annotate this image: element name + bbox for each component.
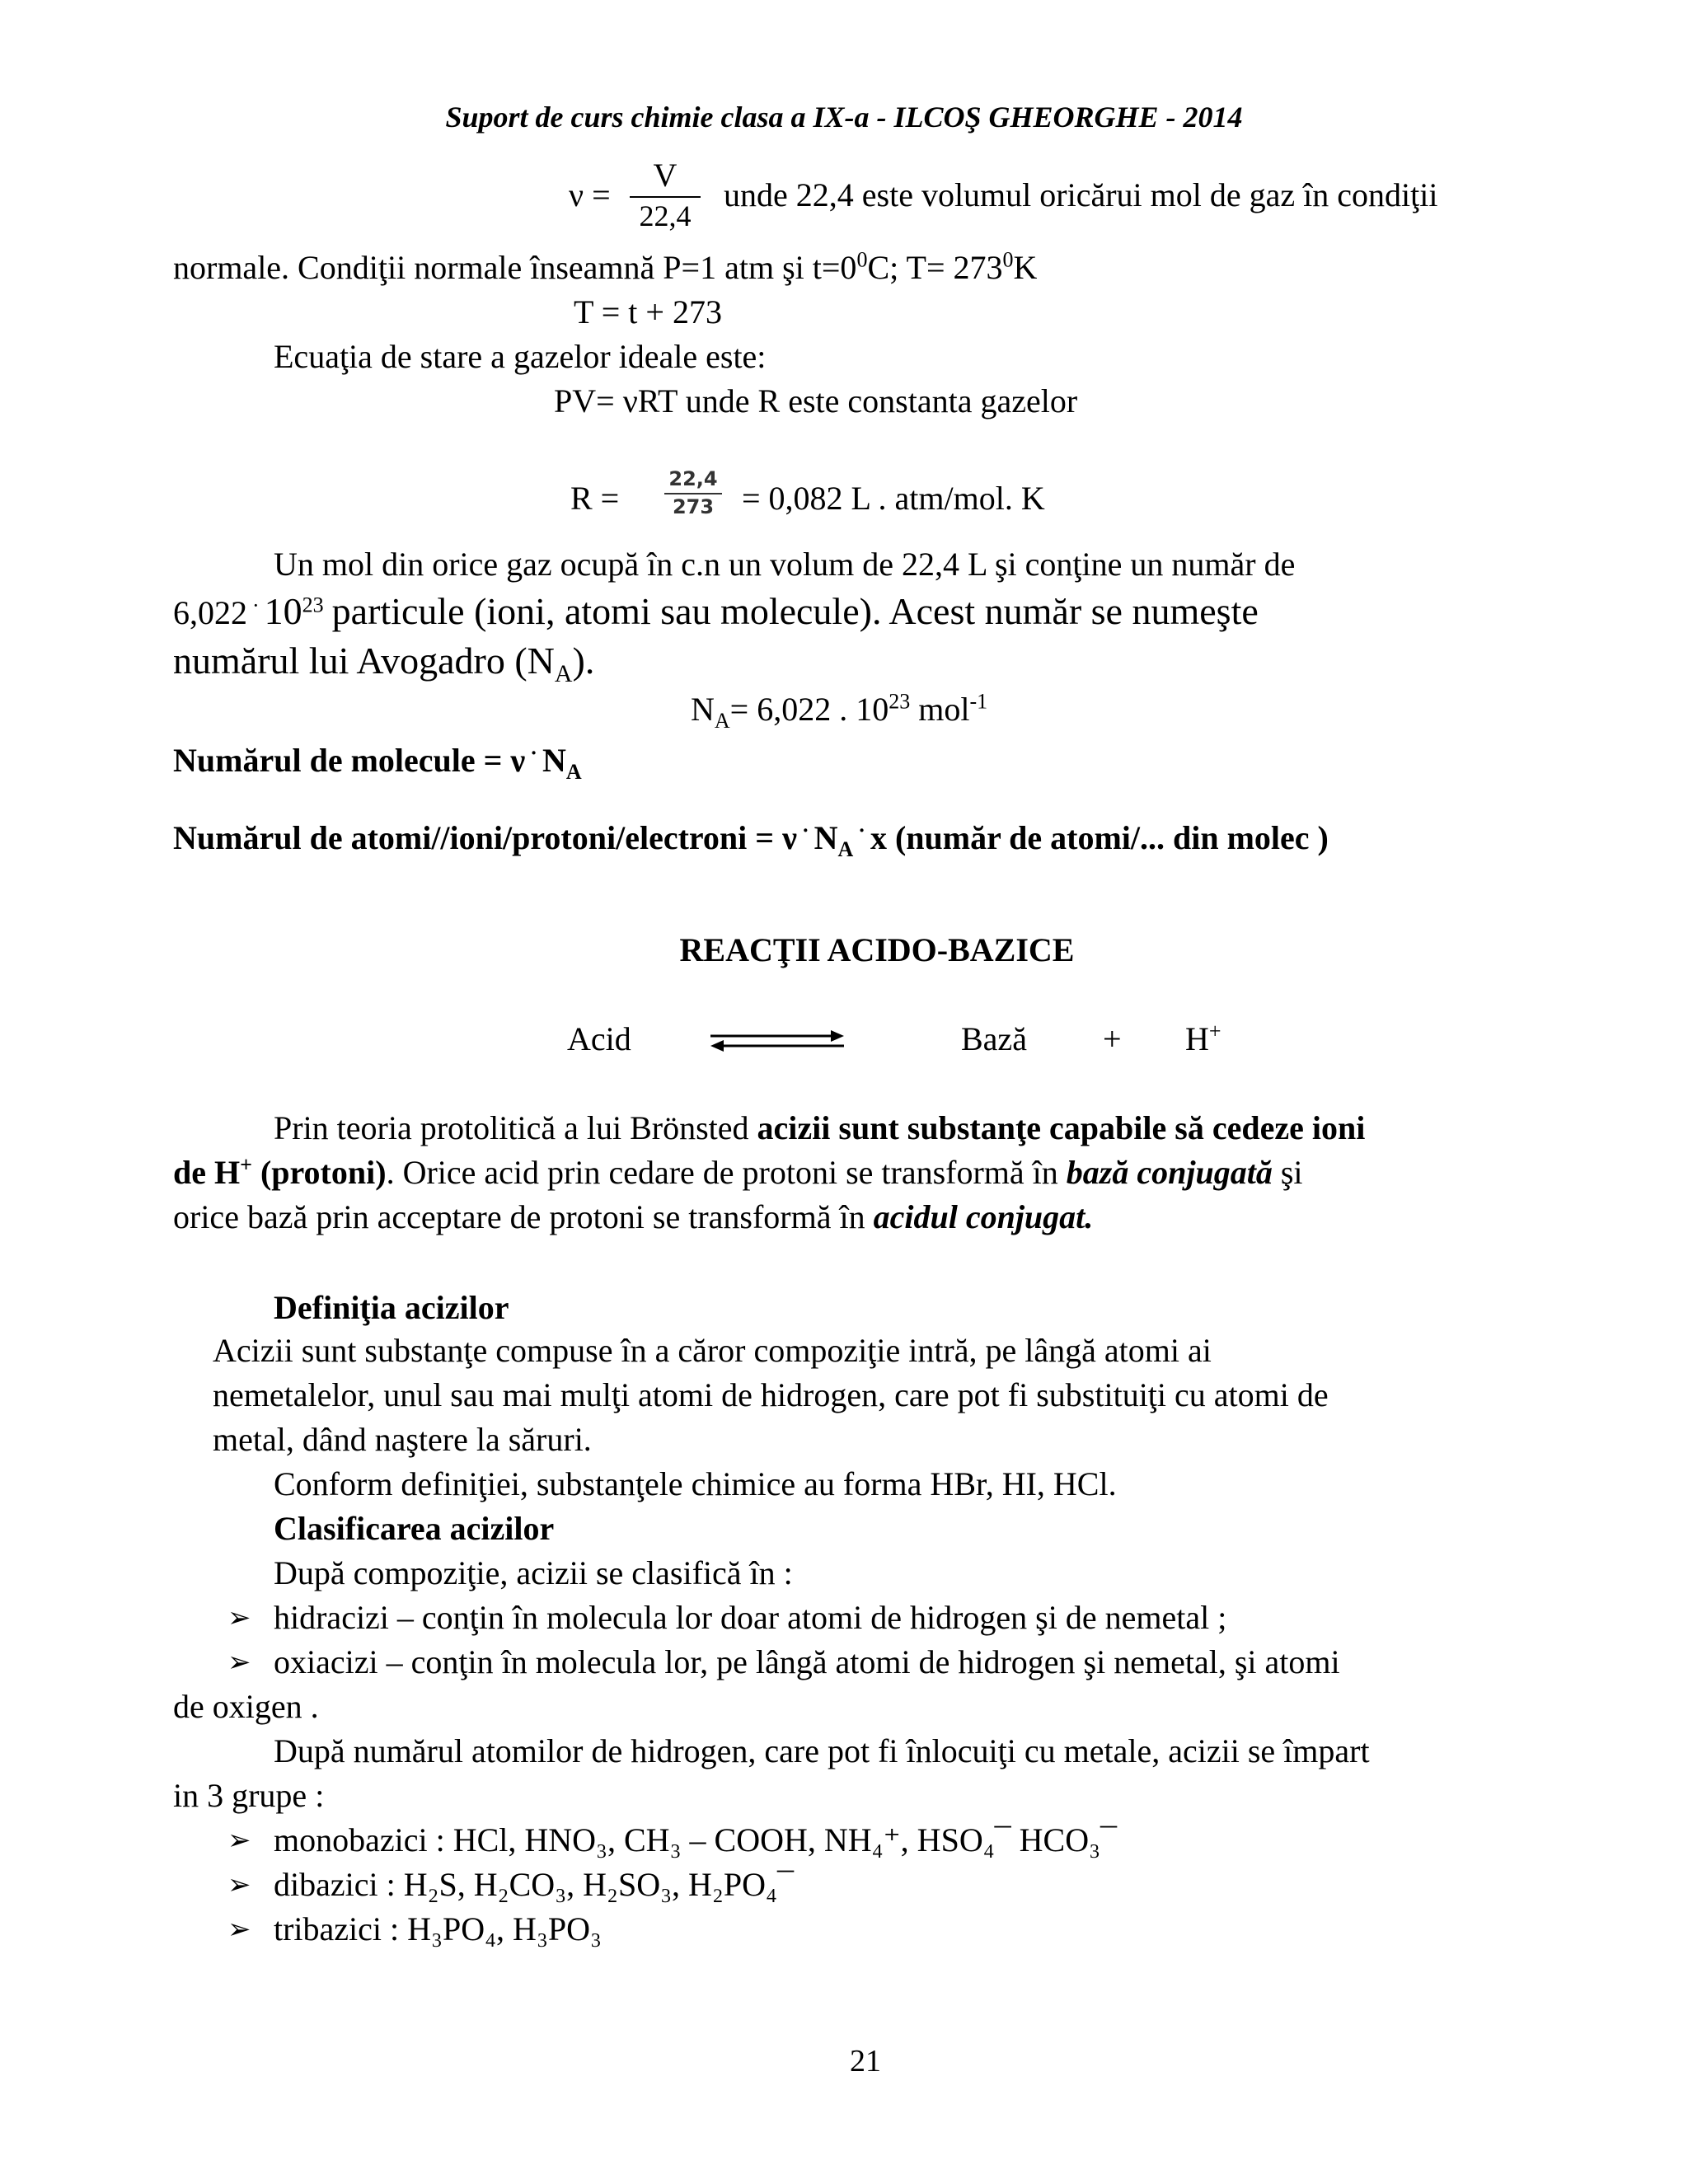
acid-classification-title: Clasificarea acizilor (274, 1510, 555, 1547)
eq-ideal-gas: PV= νRT unde R este constanta gazelor (554, 382, 1078, 419)
normal-conditions-line (173, 249, 1037, 287)
eq-r-numerator: 22,4 (668, 467, 718, 490)
bronsted-text-4: orice bază prin acceptare de protoni se transformă în (173, 1198, 874, 1235)
conjugate-acid-term: acidul conjugat. (873, 1198, 1094, 1235)
reaction-base: Bază (961, 1020, 1027, 1057)
hydracids-item: hidracizi – conţin în molecula lor doar atomi de hidrogen şi de nemetal ; (274, 1599, 1227, 1636)
hydrogen-symbol: H (1185, 1020, 1209, 1057)
eq-r-fraction (664, 468, 722, 518)
normal-conditions-text-3: K (1013, 249, 1038, 286)
bronsted-line1 (274, 1109, 1365, 1147)
bronsted-text-3: şi (1272, 1154, 1303, 1191)
reaction-plus: + (1103, 1020, 1122, 1057)
hydrogen-count-intro-line1: După numărul atomilor de hidrogen, care pot fi înlocuiţi cu metale, acizii se împart (274, 1732, 1370, 1769)
conjugate-base-term: bază conjugată (1066, 1154, 1273, 1191)
acid-definition-line: metal, dând naştere la săruri. (213, 1421, 592, 1458)
eq-temperature: T = t + 273 (574, 293, 722, 330)
bronsted-line2 (173, 1154, 1303, 1192)
bronsted-definition: acizii sunt substanţe capabile să cedeze ioni (757, 1109, 1366, 1146)
dibasic-item: dibazici : H₂S, H₂CO₃, H₂SO₃, H₂PO₄¯ (274, 1866, 794, 1903)
running-header: Suport de curs chimie clasa a IX-a - ILCOŞ GHEORGHE - 2014 (445, 101, 1243, 134)
fraction-bar (630, 196, 701, 198)
bronsted-protons-a: de H (173, 1154, 241, 1191)
arrow-bullet-icon: ➢ (227, 1824, 251, 1857)
normal-conditions-text: normale. Condiţii normale înseamnă P=1 atm şi t=0 (173, 249, 857, 286)
superscript: 0 (856, 247, 868, 272)
arrow-bullet-icon: ➢ (227, 1913, 251, 1946)
na-unit: mol (918, 691, 970, 728)
reaction-proton (1185, 1020, 1221, 1058)
subscript: A (837, 837, 854, 861)
mol-paragraph-line1: Un mol din orice gaz ocupă în c.n un volum de 22,4 L şi conţine un număr de (274, 546, 1296, 583)
power-base: 10 (264, 590, 302, 632)
subscript: A (565, 760, 582, 784)
exponent: -1 (969, 689, 988, 714)
eq-nu-explanation: unde 22,4 este volumul oricărui mol de gaz în condiţii (724, 176, 1438, 213)
multiplication-dot: · (530, 740, 537, 765)
molecule-count-formula (173, 740, 582, 784)
normal-conditions-text-2: C; T= 273 (867, 249, 1003, 286)
eq-r-lhs: R = (570, 480, 620, 517)
eq-nu-lhs: ν = (569, 176, 611, 213)
exponent: 23 (889, 689, 911, 714)
atom-count-formula (173, 818, 1329, 861)
na-symbol: N (691, 691, 715, 728)
subscript: A (554, 660, 573, 688)
avogadro-equation (691, 689, 988, 733)
eq-nu-denominator: 22,4 (639, 199, 692, 232)
na-symbol: N (814, 819, 838, 856)
acid-definition-line: nemetalelor, unul sau mai mulţi atomi de hidrogen, care pot fi substituiţi cu atomi de (213, 1376, 1329, 1413)
monobasic-item: monobazici : HCl, HNO₃, CH₃ – COOH, NH₄⁺, HSO₄¯ HCO₃¯ (274, 1821, 1118, 1858)
avogadro-mantissa: 6,022 (173, 594, 247, 631)
avogadro-close: ). (572, 640, 595, 682)
acid-examples: Conform definiţiei, substanţele chimice au forma HBr, HI, HCl. (274, 1465, 1117, 1502)
eq-r-denominator: 273 (672, 494, 715, 518)
tribasic-item: tribazici : H₃PO₄, H₃PO₃ (274, 1910, 602, 1947)
avogadro-name: numărul lui Avogadro (N (173, 640, 555, 682)
particles-text: particule (ioni, atomi sau molecule). Acest număr se numeşte (331, 590, 1259, 632)
section-title: REACŢII ACIDO-BAZICE (679, 931, 1075, 968)
bronsted-protons-b: (protoni) (251, 1154, 387, 1191)
superscript: + (1208, 1019, 1221, 1043)
multiplication-dot: · (858, 818, 865, 842)
eq-nu-fraction (630, 157, 701, 233)
superscript: 0 (1002, 247, 1014, 272)
arrow-bullet-icon: ➢ (227, 1601, 251, 1634)
acid-definition-line: Acizii sunt substanţe compuse în a căror compoziţie intră, pe lângă atomi ai (213, 1332, 1212, 1369)
equilibrium-arrow-icon (707, 1027, 847, 1055)
reaction-acid: Acid (567, 1020, 631, 1057)
arrow-bullet-icon: ➢ (227, 1646, 251, 1679)
mol-paragraph-line2 (173, 590, 1259, 634)
arrow-bullet-icon: ➢ (227, 1868, 251, 1901)
fraction-bar (664, 493, 722, 494)
molecule-count-text: Numărul de molecule = ν (173, 742, 526, 779)
bronsted-line3 (173, 1198, 1093, 1236)
multiplication-dot: · (801, 818, 809, 842)
subscript: A (714, 709, 730, 733)
acid-definition-title: Definiţia acizilor (274, 1289, 509, 1326)
eq-r-value: = 0,082 L . atm/mol. K (742, 480, 1045, 517)
atom-count-tail: x (număr de atomi/... din molec ) (870, 819, 1329, 856)
atom-count-text: Numărul de atomi//ioni/protoni/electroni = ν (173, 819, 797, 856)
na-value: = 6,022 . 10 (729, 691, 889, 728)
oxyacids-item-line1: oxiacizi – conţin în molecula lor, pe lângă atomi de hidrogen şi nemetal, şi atomi (274, 1643, 1340, 1680)
exponent: 23 (302, 593, 324, 617)
bronsted-text-2: . Orice acid prin cedare de protoni se transformă în (386, 1154, 1067, 1191)
page-number: 21 (850, 2044, 881, 2079)
ideal-gas-intro: Ecuaţia de stare a gazelor ideale este: (274, 338, 767, 375)
hydrogen-count-intro-line2: in 3 grupe : (173, 1777, 325, 1814)
mol-paragraph-line3 (173, 640, 595, 688)
composition-intro: După compoziţie, acizii se clasifică în : (274, 1554, 793, 1591)
eq-nu-numerator: V (653, 157, 678, 194)
superscript: + (240, 1152, 252, 1177)
bronsted-text: Prin teoria protolitică a lui Brönsted (274, 1109, 757, 1146)
multiplication-dot: · (252, 593, 260, 617)
na-symbol: N (542, 742, 566, 779)
oxyacids-item-line2: de oxigen . (173, 1688, 319, 1725)
